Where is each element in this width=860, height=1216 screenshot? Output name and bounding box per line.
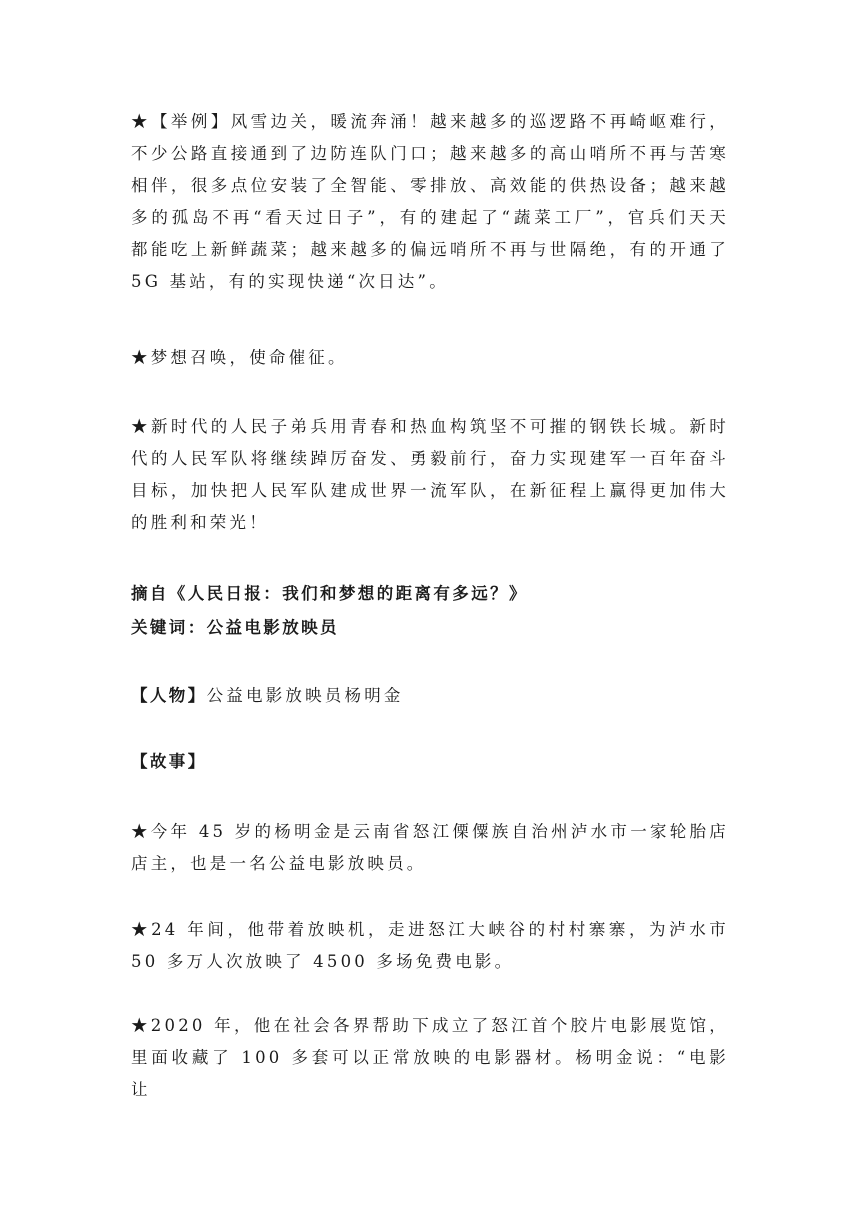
- paragraph-story-1: ★今年 45 岁的杨明金是云南省怒江傈僳族自治州泸水市一家轮胎店店主，也是一名公益电影放映员。: [131, 822, 729, 873]
- person-label: 【人物】: [131, 686, 207, 705]
- paragraph-story-3: ★2020 年，他在社会各界帮助下成立了怒江首个胶片电影展览馆，里面收藏了 100 多套可以正常放映的电影器材。杨明金说：“电影让: [131, 1016, 729, 1099]
- person-text: 公益电影放映员杨明金: [206, 686, 404, 705]
- paragraph-example: ★【举例】风雪边关，暖流奔涌！越来越多的巡逻路不再崎岖难行，不少公路直接通到了边防连队门口；越来越多的高山哨所不再与苦寒相伴，很多点位安装了全智能、零排放、高效能的供热设备；越来越多的孤岛不再“看天过日子”，有的建起了“蔬菜工厂”，官兵们天天都能吃上新鲜蔬菜；越来越多的偏远哨所不再与世隔绝，有的开通了 5G 基站，有的实现快递“次日达”。: [131, 112, 729, 291]
- source-line: 摘自《人民日报：我们和梦想的距离有多远？》: [131, 584, 528, 603]
- paragraph-new-era: ★新时代的人民子弟兵用青春和热血构筑坚不可摧的钢铁长城。新时代的人民军队将继续踔厉奋发、勇毅前行，奋力实现建军一百年奋斗目标，加快把人民军队建成世界一流军队，在新征程上赢得更加伟大的胜利和荣光！: [131, 417, 729, 532]
- person-line: [131, 680, 404, 712]
- paragraph-dream-call: ★梦想召唤，使命催征。: [131, 348, 348, 367]
- paragraph-story-2: ★24 年间，他带着放映机，走进怒江大峡谷的村村寨寨，为泸水市 50 多万人次放映了 4500 多场免费电影。: [131, 920, 729, 971]
- story-label: 【故事】: [131, 752, 207, 771]
- keyword-line: 关键词：公益电影放映员: [131, 618, 339, 637]
